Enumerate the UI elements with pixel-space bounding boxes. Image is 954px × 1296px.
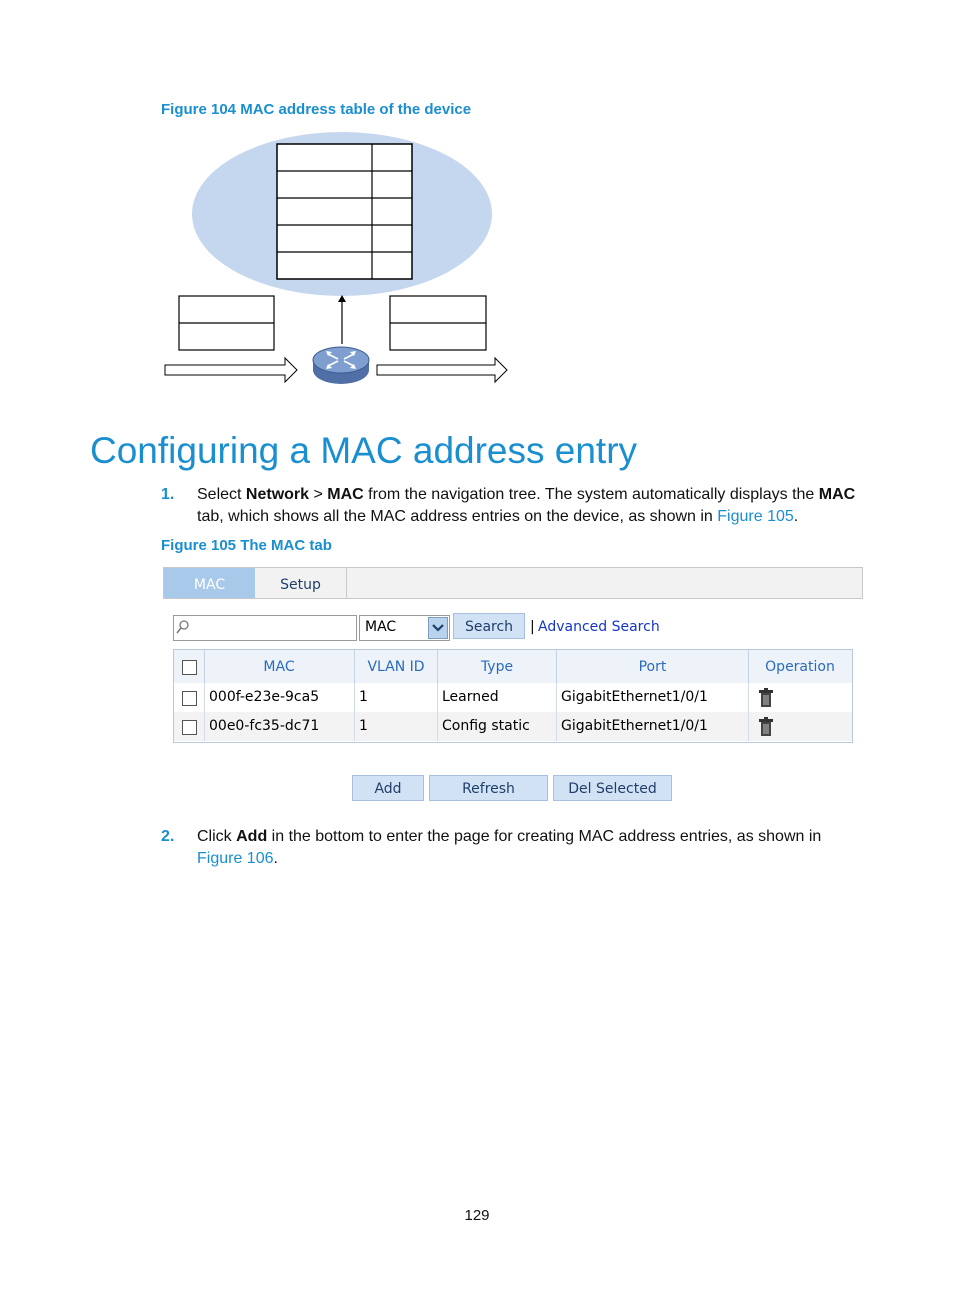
bold-mac: MAC: [327, 486, 364, 503]
text: Click: [197, 828, 237, 845]
tab-bar: [163, 567, 863, 599]
figure-105-link[interactable]: Figure 105: [717, 508, 794, 525]
step-2-text: [197, 826, 867, 870]
step-1-text: [197, 484, 867, 528]
advanced-search-separator: |: [530, 619, 535, 635]
trash-icon[interactable]: [759, 688, 773, 707]
step-2-number: 2.: [161, 828, 175, 845]
tab-mac[interactable]: MAC: [164, 568, 255, 598]
column-mac: MAC: [204, 650, 355, 683]
search-button[interactable]: Search: [453, 613, 525, 639]
outgoing-arrow: [377, 358, 507, 382]
bold-add: Add: [236, 828, 268, 845]
vlan-cell: 1: [355, 712, 438, 741]
mac-cell: 000f-e23e-9ca5: [205, 683, 355, 712]
text: from the navigation tree. The system automatically displays the: [363, 486, 819, 503]
vlan-cell: 1: [355, 683, 438, 712]
mac-table-diagram: [160, 130, 520, 390]
select-all-checkbox[interactable]: [182, 660, 197, 675]
figure-105-caption: Figure 105 The MAC tab: [161, 537, 332, 554]
type-cell: Config static: [438, 712, 557, 741]
text: .: [793, 508, 799, 525]
text: >: [309, 486, 328, 503]
text: Select: [197, 486, 246, 503]
table-header: [174, 650, 852, 684]
row-select-cell: [174, 683, 205, 712]
mac-tab-screenshot: [163, 567, 863, 807]
tab-setup[interactable]: Setup: [255, 568, 347, 598]
operation-cell: [749, 683, 852, 712]
outgoing-frame-box: [390, 296, 486, 350]
operation-cell: [749, 712, 852, 741]
chevron-down-icon[interactable]: [428, 617, 448, 639]
bold-network: Network: [245, 486, 310, 503]
table-row: [174, 683, 852, 712]
port-cell: GigabitEthernet1/0/1: [557, 683, 749, 712]
page-number: 129: [464, 1207, 490, 1224]
row-select-cell: [174, 712, 205, 741]
search-field-select[interactable]: [359, 615, 450, 641]
text: in the bottom to enter the page for creating MAC address entries, as shown in: [267, 828, 822, 845]
column-vlan-id: VLAN ID: [355, 650, 438, 683]
column-type: Type: [438, 650, 557, 683]
mac-cell: 00e0-fc35-dc71: [205, 712, 355, 741]
mac-table: [173, 649, 853, 743]
incoming-arrow: [165, 358, 297, 382]
section-title: Configuring a MAC address entry: [90, 430, 638, 471]
add-button[interactable]: Add: [352, 775, 424, 801]
up-arrow-head: [338, 295, 346, 302]
search-input[interactable]: [173, 615, 357, 641]
trash-icon[interactable]: [759, 717, 773, 736]
step-1-number: 1.: [161, 486, 175, 503]
row-checkbox[interactable]: [182, 720, 197, 735]
figure-106-link[interactable]: Figure 106: [197, 850, 274, 867]
column-port: Port: [557, 650, 749, 683]
text: tab, which shows all the MAC address entries on the device, as shown in: [197, 508, 718, 525]
header-select-all: [174, 650, 205, 683]
search-icon: [176, 619, 192, 635]
row-checkbox[interactable]: [182, 691, 197, 706]
incoming-frame-box: [179, 296, 274, 350]
switch-icon: [313, 347, 369, 384]
port-cell: GigabitEthernet1/0/1: [557, 712, 749, 741]
type-cell: Learned: [438, 683, 557, 712]
bold-mac-tab: MAC: [818, 486, 856, 503]
refresh-button[interactable]: Refresh: [429, 775, 548, 801]
advanced-search-link[interactable]: Advanced Search: [538, 619, 660, 635]
column-operation: Operation: [765, 659, 835, 675]
figure-104-caption: Figure 104 MAC address table of the device: [161, 101, 472, 118]
table-row: [174, 712, 852, 741]
search-field-value: MAC: [365, 619, 397, 635]
text: .: [273, 850, 278, 867]
mac-table-grid: [277, 144, 412, 279]
del-selected-button[interactable]: Del Selected: [553, 775, 672, 801]
